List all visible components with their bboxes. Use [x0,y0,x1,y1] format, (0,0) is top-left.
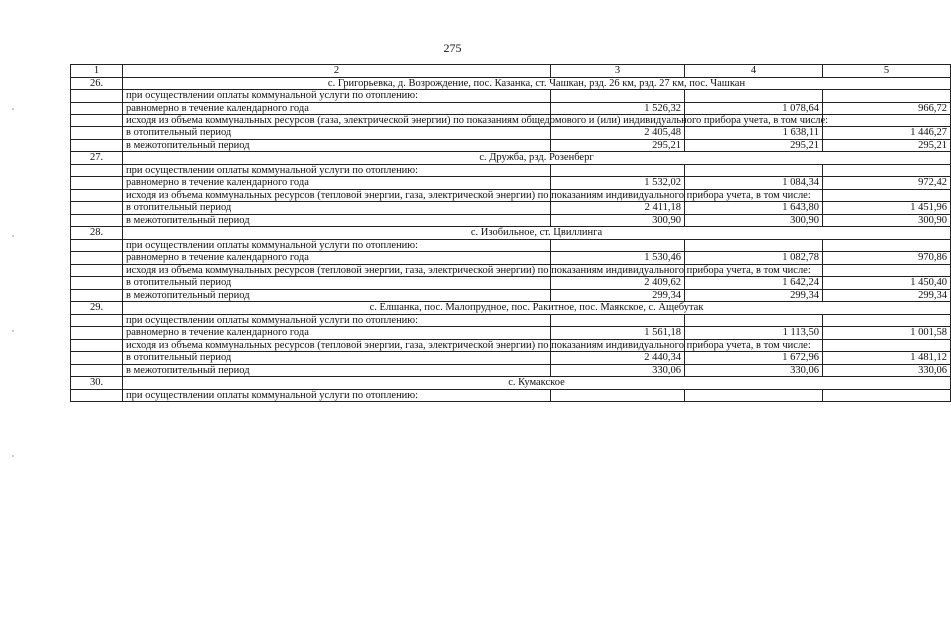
table-row [71,289,951,302]
row-number-cell [71,339,123,351]
row-number-cell [71,127,123,140]
table-row [71,252,951,265]
table-row [71,239,951,252]
row-number-cell [71,90,123,103]
scan-artifact [12,235,14,237]
value-col5 [823,239,951,252]
row-number-cell [71,202,123,215]
value-col4: 1 078,64 [685,102,823,115]
value-col3: 2 411,18 [551,202,685,215]
value-col3: 295,21 [551,139,685,152]
value-col5 [823,90,951,103]
value-col3: 2 409,62 [551,277,685,290]
value-col5: 299,34 [823,289,951,302]
section-location: с. Елшанка, пос. Малопрудное, пос. Ракитное, пос. Маякское, с. Ащебутак [123,302,951,315]
row-number-cell [71,264,123,276]
value-col3: 1 530,46 [551,252,685,265]
row-number-cell [71,352,123,365]
section-number: 27. [71,152,123,165]
row-number-cell [71,189,123,201]
value-col5 [823,164,951,177]
value-col5: 295,21 [823,139,951,152]
value-col5: 972,42 [823,177,951,190]
table-row [71,102,951,115]
value-col3 [551,314,685,327]
value-col3 [551,389,685,402]
value-col5: 1 446,27 [823,127,951,140]
value-col5: 1 001,58 [823,327,951,340]
value-col4: 1 672,96 [685,352,823,365]
value-col5 [823,264,951,276]
table-row [71,277,951,290]
value-col4: 1 638,11 [685,127,823,140]
value-col4 [685,314,823,327]
table-row [71,90,951,103]
value-col3: 299,34 [551,289,685,302]
row-number-cell [71,277,123,290]
row-description: при осуществлении оплаты коммунальной услуги по отоплению: [123,314,551,327]
value-col3 [551,90,685,103]
value-col3 [551,239,685,252]
value-col4: 330,06 [685,364,823,377]
table-row [71,214,951,227]
table-row [71,389,951,402]
scan-artifact [12,108,14,110]
table-row [71,327,951,340]
row-number-cell [71,327,123,340]
value-col5: 1 450,40 [823,277,951,290]
section-row [71,77,951,90]
row-description: в межотопительный период [123,139,551,152]
table-row [71,177,951,190]
row-description: равномерно в течение календарного года [123,252,551,265]
value-col4: 295,21 [685,139,823,152]
table-row [71,202,951,215]
row-description: равномерно в течение календарного года [123,177,551,190]
section-number: 28. [71,227,123,240]
value-col5: 300,90 [823,214,951,227]
section-location: с. Изобильное, ст. Цвиллинга [123,227,951,240]
header-row [71,65,951,78]
row-description: исходя из объема коммунальных ресурсов (тепловой энергии, газа, электрической энергии) по показаниям индивидуального прибора учета, в том числе: [123,264,551,276]
row-number-cell [71,314,123,327]
value-col5: 1 451,96 [823,202,951,215]
table-row [71,189,951,201]
value-col3: 330,06 [551,364,685,377]
value-col3: 1 561,18 [551,327,685,340]
row-description: в межотопительный период [123,364,551,377]
value-col5: 966,72 [823,102,951,115]
value-col5: 970,86 [823,252,951,265]
section-row [71,152,951,165]
table-row [71,314,951,327]
table-row [71,139,951,152]
value-col4: 1 084,34 [685,177,823,190]
row-description: исходя из объема коммунальных ресурсов (газа, электрической энергии) по показаниям общедомового и (или) индивидуального прибора учета, в том числе: [123,115,551,127]
value-col4 [685,90,823,103]
row-description: при осуществлении оплаты коммунальной услуги по отоплению: [123,164,551,177]
row-number-cell [71,252,123,265]
value-col4 [685,389,823,402]
value-col3: 1 526,32 [551,102,685,115]
row-number-cell [71,139,123,152]
row-number-cell [71,214,123,227]
value-col5: 1 481,12 [823,352,951,365]
value-col5 [823,339,951,351]
scan-artifact [12,330,14,332]
section-row [71,227,951,240]
row-description: при осуществлении оплаты коммунальной услуги по отоплению: [123,389,551,402]
table-row [71,164,951,177]
value-col5 [823,115,951,127]
header-cell: 5 [823,65,951,78]
table-row [71,364,951,377]
row-description: в межотопительный период [123,289,551,302]
value-col5 [823,389,951,402]
section-row [71,302,951,315]
section-location: с. Дружба, рзд. Розенберг [123,152,951,165]
value-col3: 1 532,02 [551,177,685,190]
row-description: в отопительный период [123,202,551,215]
value-col3: 2 440,34 [551,352,685,365]
header-cell: 4 [685,65,823,78]
row-description: равномерно в течение календарного года [123,102,551,115]
row-description: при осуществлении оплаты коммунальной услуги по отоплению: [123,90,551,103]
value-col4: 300,90 [685,214,823,227]
table-row [71,339,951,351]
row-description: в отопительный период [123,127,551,140]
row-description: при осуществлении оплаты коммунальной услуги по отоплению: [123,239,551,252]
row-description: в межотопительный период [123,214,551,227]
value-col4: 1 642,24 [685,277,823,290]
value-col5 [823,189,951,201]
value-col5 [823,314,951,327]
table-row [71,115,951,127]
header-cell: 1 [71,65,123,78]
row-number-cell [71,164,123,177]
section-row [71,377,951,390]
tariff-table [70,64,951,402]
header-cell: 3 [551,65,685,78]
section-number: 26. [71,77,123,90]
value-col4: 1 082,78 [685,252,823,265]
section-number: 29. [71,302,123,315]
row-description: в отопительный период [123,277,551,290]
header-cell: 2 [123,65,551,78]
value-col3: 300,90 [551,214,685,227]
row-description: исходя из объема коммунальных ресурсов (тепловой энергии, газа, электрической энергии) по показаниям индивидуального прибора учета, в том числе: [123,189,551,201]
row-description: равномерно в течение календарного года [123,327,551,340]
value-col4 [685,239,823,252]
section-number: 30. [71,377,123,390]
page-number: 275 [443,41,462,55]
value-col3: 2 405,48 [551,127,685,140]
value-col4: 299,34 [685,289,823,302]
table-row [71,264,951,276]
row-number-cell [71,102,123,115]
table-row [71,127,951,140]
value-col4 [685,164,823,177]
table-row [71,352,951,365]
section-location: с. Григорьевка, д. Возрождение, пос. Казанка, ст. Чашкан, рзд. 26 км, рзд. 27 км, пос. Чашкан [123,77,951,90]
tariff-table-body [71,65,951,402]
row-number-cell [71,289,123,302]
row-number-cell [71,239,123,252]
value-col5: 330,06 [823,364,951,377]
row-description: исходя из объема коммунальных ресурсов (тепловой энергии, газа, электрической энергии) по показаниям индивидуального прибора учета, в том числе: [123,339,551,351]
row-number-cell [71,115,123,127]
row-description: в отопительный период [123,352,551,365]
value-col4: 1 643,80 [685,202,823,215]
row-number-cell [71,364,123,377]
value-col3 [551,164,685,177]
row-number-cell [71,389,123,402]
scan-artifact [12,455,14,457]
value-col4: 1 113,50 [685,327,823,340]
row-number-cell [71,177,123,190]
section-location: с. Кумакское [123,377,951,390]
